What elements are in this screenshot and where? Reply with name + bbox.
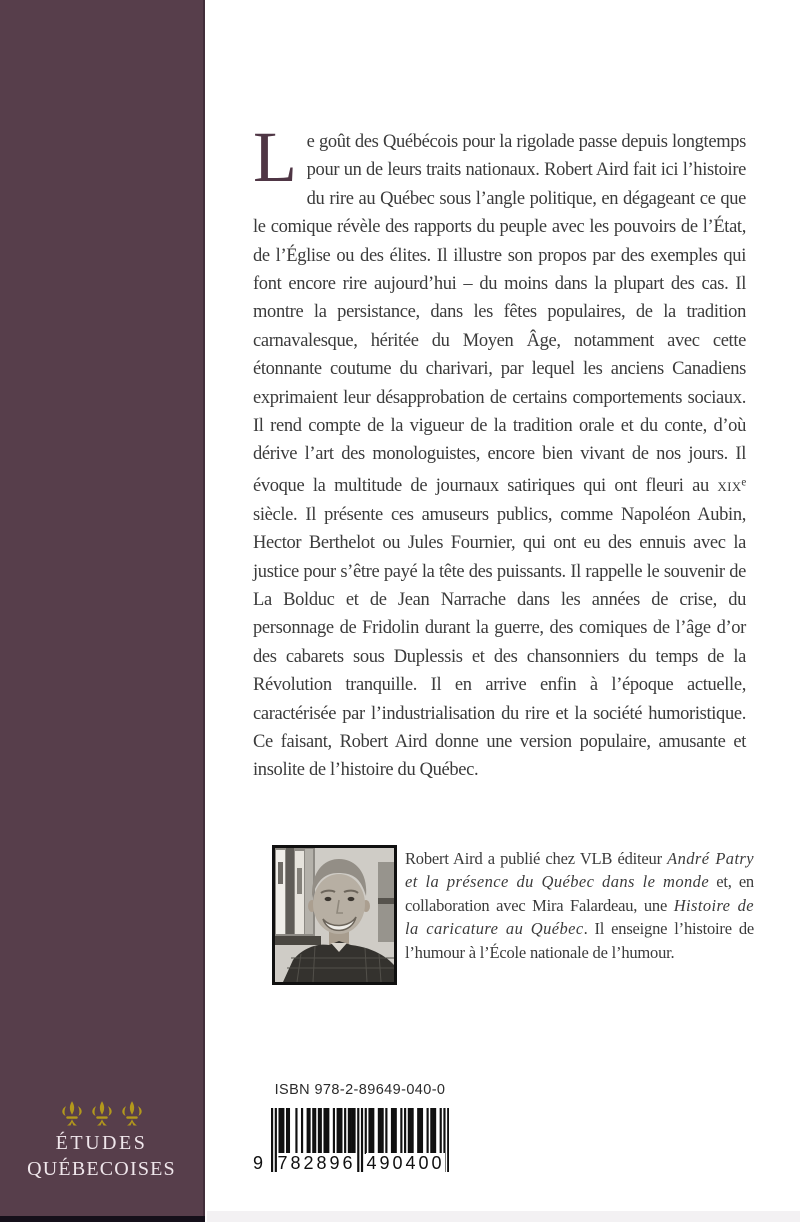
synopsis-paragraph: [253, 117, 746, 785]
spine-panel: [0, 0, 205, 1222]
series-title-line1: ÉTUDES: [55, 1132, 148, 1154]
author-photo-image: [275, 848, 394, 982]
author-bio: Robert Aird a publié chez VLB éditeur André Patry et la présence du Québec dans le monde et, en collaboration avec Mira Falardeau, une Histoire de la caricature au Québec. Il enseigne l’histoire de l’humour à l’École nationale de l’humour.: [405, 849, 754, 962]
barcode-digits-right: 490400: [366, 1153, 445, 1173]
fleur-de-lis-icon: [59, 1100, 85, 1127]
isbn-label: ISBN 978-2-89649-040-0: [274, 1082, 446, 1098]
barcode-digit-lead: 9: [253, 1153, 264, 1173]
fleur-de-lis-icon: [119, 1100, 145, 1127]
page-bottom-edge: [207, 1211, 800, 1222]
fleur-de-lis-icon: [89, 1100, 115, 1127]
fleur-de-lis-row: [0, 1100, 203, 1127]
drop-cap: L: [253, 117, 297, 197]
spine-bottom-edge: [0, 1216, 205, 1222]
synopsis-text: e goût des Québécois pour la rigolade passe depuis longtemps pour un de leurs traits nationaux. Robert Aird fait ici l’histoire du rire au Québec sous l’angle politique, en dégageant ce que le comique révèle des rapports du peuple avec les pouvoirs de l’État, de l’Église ou des élites. Il illustre son propos par des exemples qui font encore rire aujourd’hui – du moins dans la plupart des cas. Il montre la persistance, dans les fêtes populaires, de la tradition carnavalesque, héritée du Moyen Âge, notamment avec cette étonnante coutume du charivari, par lequel les anciens Canadiens exprimaient leur désapprobation de certains comportements sociaux. Il rend compte de la vigueur de la tradition orale et du conte, d’où dérive l’art des monologuistes, encore bien vivant de nos jours. Il évoque la multitude de journaux satiriques qui ont fleuri au xix$^e$ siècle. Il présente ces amuseurs publics, comme Napoléon Aubin, Hector Berthelot ou Jules Fournier, qui ont eu des ennuis avec la justice pour s’être payé la tête des puissants. Il rappelle le souvenir de La Bolduc et de Jean Narrache dans les années de crise, du personnage de Fridolin durant la guerre, des comiques de l’âge d’or des cabarets sous Duplessis et des chansonniers du temps de la Révolution tranquille. Il en arrive enfin à l’époque actuelle, caractérisée par l’industrialisation du rire et la société humoristique. Ce faisant, Robert Aird donne une version populaire, amusante et insolite de l’histoire du Québec.: [253, 132, 746, 781]
series-title-line2: QUÉBECOISES: [27, 1158, 176, 1180]
author-photo: [272, 845, 397, 985]
series-emblem: [0, 1100, 203, 1181]
barcode-digits-left: 782896: [277, 1153, 356, 1173]
